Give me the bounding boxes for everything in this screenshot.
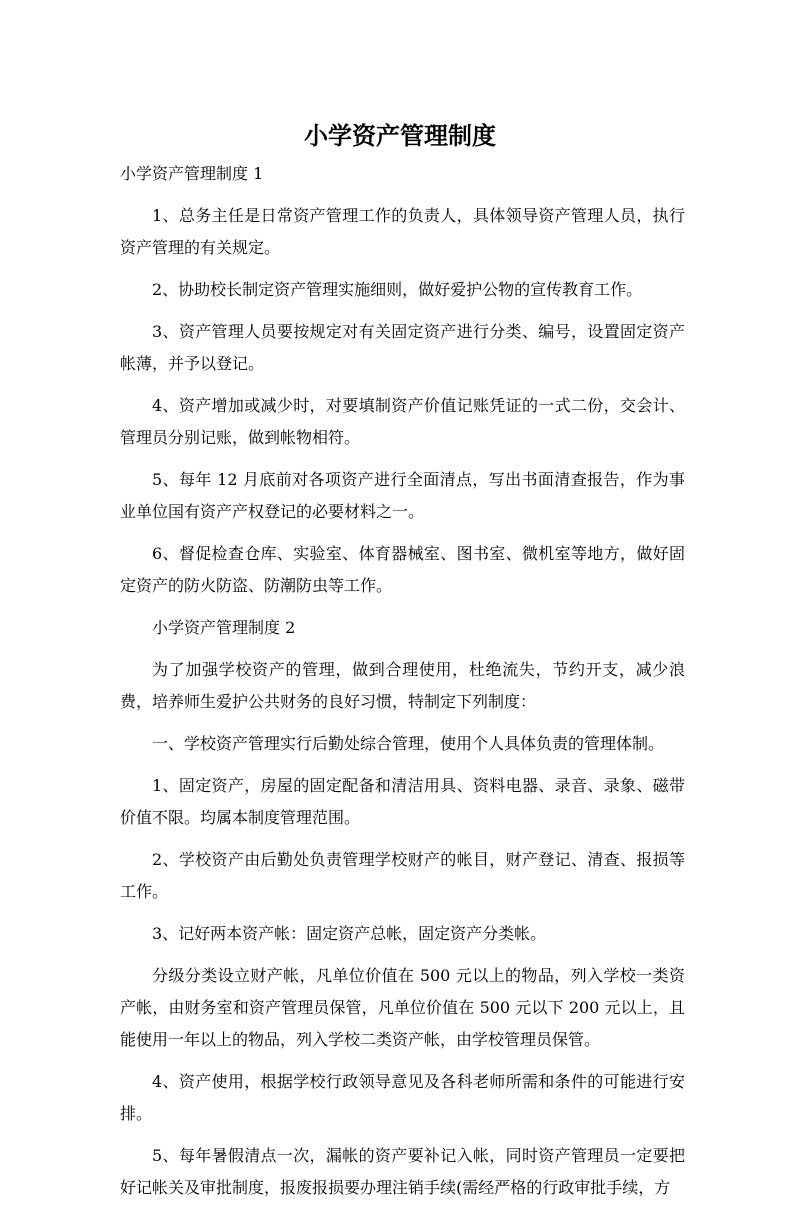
paragraph: 5、每年 12 月底前对各项资产进行全面清点，写出书面清查报告，作为事业单位国有资产产权登记的必要材料之一。 [120,470,685,521]
paragraph: 2、协助校长制定资产管理实施细则，做好爱护公物的宣传教育工作。 [152,280,643,299]
paragraph: 1、固定资产，房屋的固定配备和清洁用具、资料电器、录音、录象、磁带价值不限。均属本制度管理范围。 [120,776,685,827]
paragraph: 2、学校资产由后勤处负责管理学校财产的帐目，财产登记、清查、报损等工作。 [120,850,685,901]
document-title: 小学资产管理制度 [304,122,496,150]
document-body [120,158,685,1214]
section-heading-2: 小学资产管理制度 2 [152,618,296,637]
paragraph: 3、资产管理人员要按规定对有关固定资产进行分类、编号，设置固定资产帐薄，并予以登记。 [120,322,685,373]
paragraph: 分级分类设立财产帐，凡单位价值在 500 元以上的物品，列入学校一类资产帐，由财务室和资产管理员保管，凡单位价值在 500 元以下 200 元以上，且能使用一年以上的物品，列入学校二类资产帐，由学校管理员保管。 [120,966,685,1049]
paragraph: 一、学校资产管理实行后勤处综合管理，使用个人具体负责的管理体制。 [152,734,665,753]
paragraph: 5、每年暑假清点一次，漏帐的资产要补记入帐，同时资产管理员一定要把好记帐关及审批制度，报废报损要办理注销手续(需经严格的行政审批手续，方 [120,1146,685,1197]
paragraph: 3、记好两本资产帐：固定资产总帐，固定资产分类帐。 [152,924,547,943]
paragraph: 4、资产使用，根据学校行政领导意见及各科老师所需和条件的可能进行安排。 [120,1072,685,1123]
paragraph: 为了加强学校资产的管理，做到合理使用，杜绝流失，节约开支，减少浪费，培养师生爱护公共财务的良好习惯，特制定下列制度： [120,660,685,711]
paragraph: 1、总务主任是日常资产管理工作的负责人，具体领导资产管理人员，执行资产管理的有关规定。 [120,206,685,257]
paragraph: 4、资产增加或减少时，对要填制资产价值记账凭证的一式二份，交会计、管理员分别记账，做到帐物相符。 [120,396,685,447]
section-heading-1: 小学资产管理制度 1 [120,164,264,183]
paragraph: 6、督促检查仓库、实验室、体育器械室、图书室、微机室等地方，做好固定资产的防火防盗、防潮防虫等工作。 [120,544,685,595]
